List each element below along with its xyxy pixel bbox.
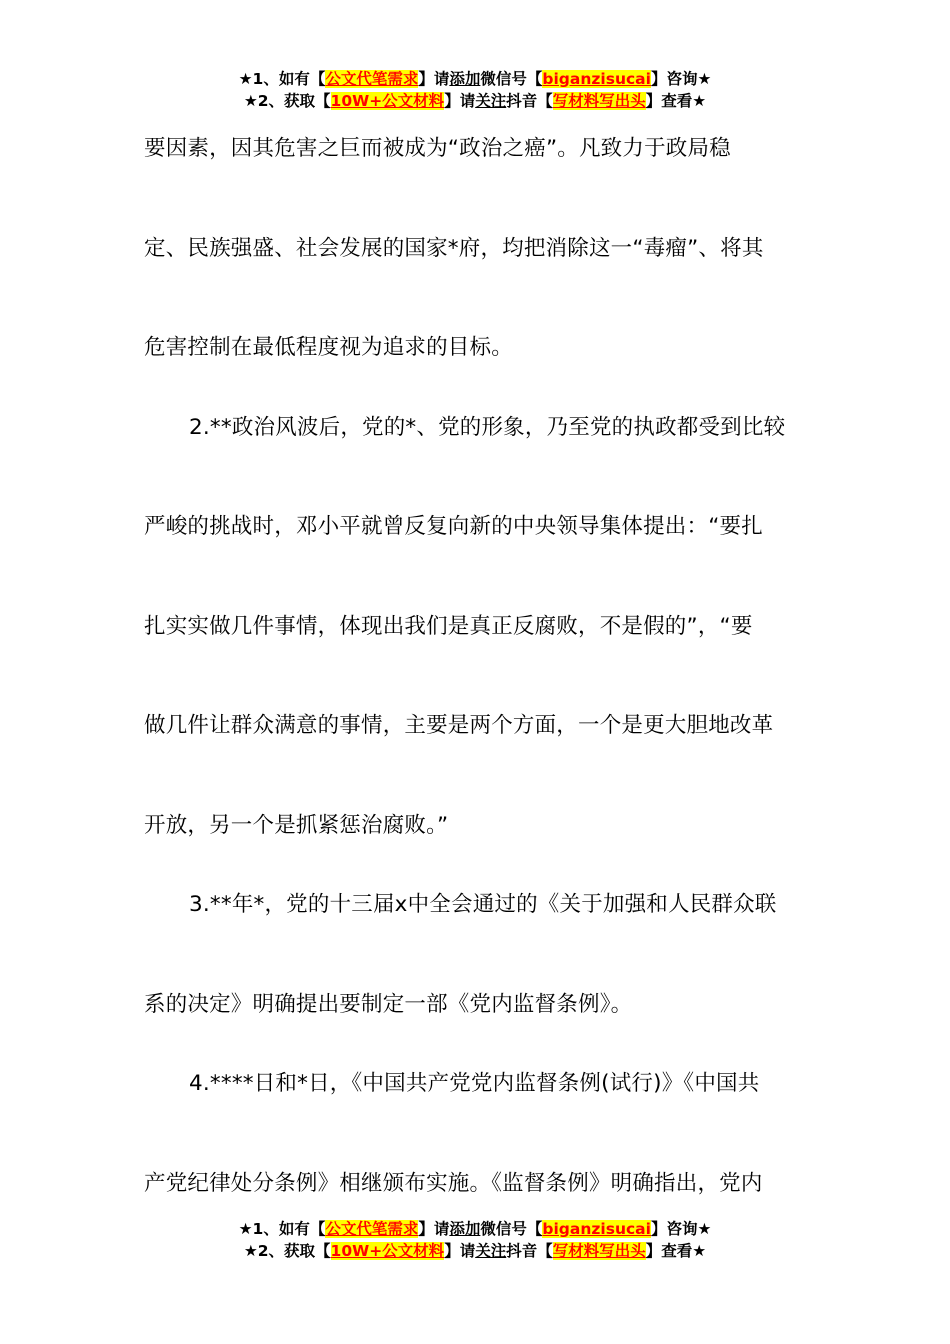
highlight-ghostwriting-service: 公文代笔需求 (325, 1220, 419, 1238)
banner-text: 】请 (444, 1242, 476, 1260)
star-icon: ★ (238, 70, 253, 88)
highlight-materials-offer: 10W+公文材料 (330, 92, 445, 110)
highlight-materials-offer: 10W+公文材料 (330, 1242, 445, 1260)
banner-text: 2、获取【 (257, 1242, 331, 1260)
banner-text: 1、如有【 (252, 1220, 326, 1238)
banner-text: 】咨询★ (650, 1220, 712, 1238)
banner-text: 】请 (444, 92, 476, 110)
banner-text: 】请 (418, 70, 450, 88)
body-line: 做几件让群众满意的事情，主要是两个方面，一个是更大胆地改革 (144, 713, 774, 738)
highlight-douyin-account: 写材料写出头 (552, 92, 646, 110)
header-banner (0, 68, 950, 112)
underlined-add: 添加 (449, 70, 481, 88)
banner-text: 抖音【 (506, 92, 553, 110)
paragraph-start-line: 2.**政治风波后，党的*、党的形象，乃至党的执政都受到比较 (189, 415, 786, 440)
underlined-follow: 关注 (475, 1242, 507, 1260)
highlight-douyin-account: 写材料写出头 (552, 1242, 646, 1260)
body-line: 要因素，因其危害之巨而被成为“政治之癌”。凡致力于政局稳 (144, 136, 731, 161)
body-line: 定、民族强盛、社会发展的国家*府，均把消除这一“毒瘤”、将其 (144, 236, 764, 261)
banner-text: 】请 (418, 1220, 450, 1238)
body-line: 产党纪律处分条例》相继颁布实施。《监督条例》明确指出，党内 (144, 1171, 763, 1196)
body-line: 扎实实做几件事情，体现出我们是真正反腐败，不是假的”，“要 (144, 614, 753, 639)
banner-text: 微信号【 (480, 70, 543, 88)
highlight-wechat-id: biganzisucai (542, 70, 651, 88)
body-line: 严峻的挑战时，邓小平就曾反复向新的中央领导集体提出：“要扎 (144, 514, 763, 539)
footer-banner-line-2 (0, 1240, 950, 1262)
star-icon: ★ (243, 92, 258, 110)
highlight-wechat-id: biganzisucai (542, 1220, 651, 1238)
banner-text: 】查看★ (645, 1242, 707, 1260)
banner-text: 】咨询★ (650, 70, 712, 88)
highlight-ghostwriting-service: 公文代笔需求 (325, 70, 419, 88)
underlined-follow: 关注 (475, 92, 507, 110)
underlined-add: 添加 (449, 1220, 481, 1238)
body-line: 系的决定》明确提出要制定一部《党内监督条例》。 (144, 992, 633, 1017)
banner-text: 抖音【 (506, 1242, 553, 1260)
star-icon: ★ (238, 1220, 253, 1238)
paragraph-start-line: 4.****日和*日，《中国共产党党内监督条例(试行)》《中国共 (189, 1071, 760, 1096)
footer-banner (0, 1218, 950, 1262)
paragraph-start-line: 3.**年*，党的十三届x中全会通过的《关于加强和人民群众联 (189, 892, 777, 917)
banner-text: 2、获取【 (257, 92, 331, 110)
banner-text: 微信号【 (480, 1220, 543, 1238)
banner-text: 1、如有【 (252, 70, 326, 88)
banner-text: 】查看★ (645, 92, 707, 110)
body-line: 危害控制在最低程度视为追求的目标。 (144, 335, 513, 360)
header-banner-line-2 (0, 90, 950, 112)
star-icon: ★ (243, 1242, 258, 1260)
header-banner-line-1 (0, 68, 950, 90)
body-line: 开放，另一个是抓紧惩治腐败。” (144, 813, 449, 838)
footer-banner-line-1 (0, 1218, 950, 1240)
